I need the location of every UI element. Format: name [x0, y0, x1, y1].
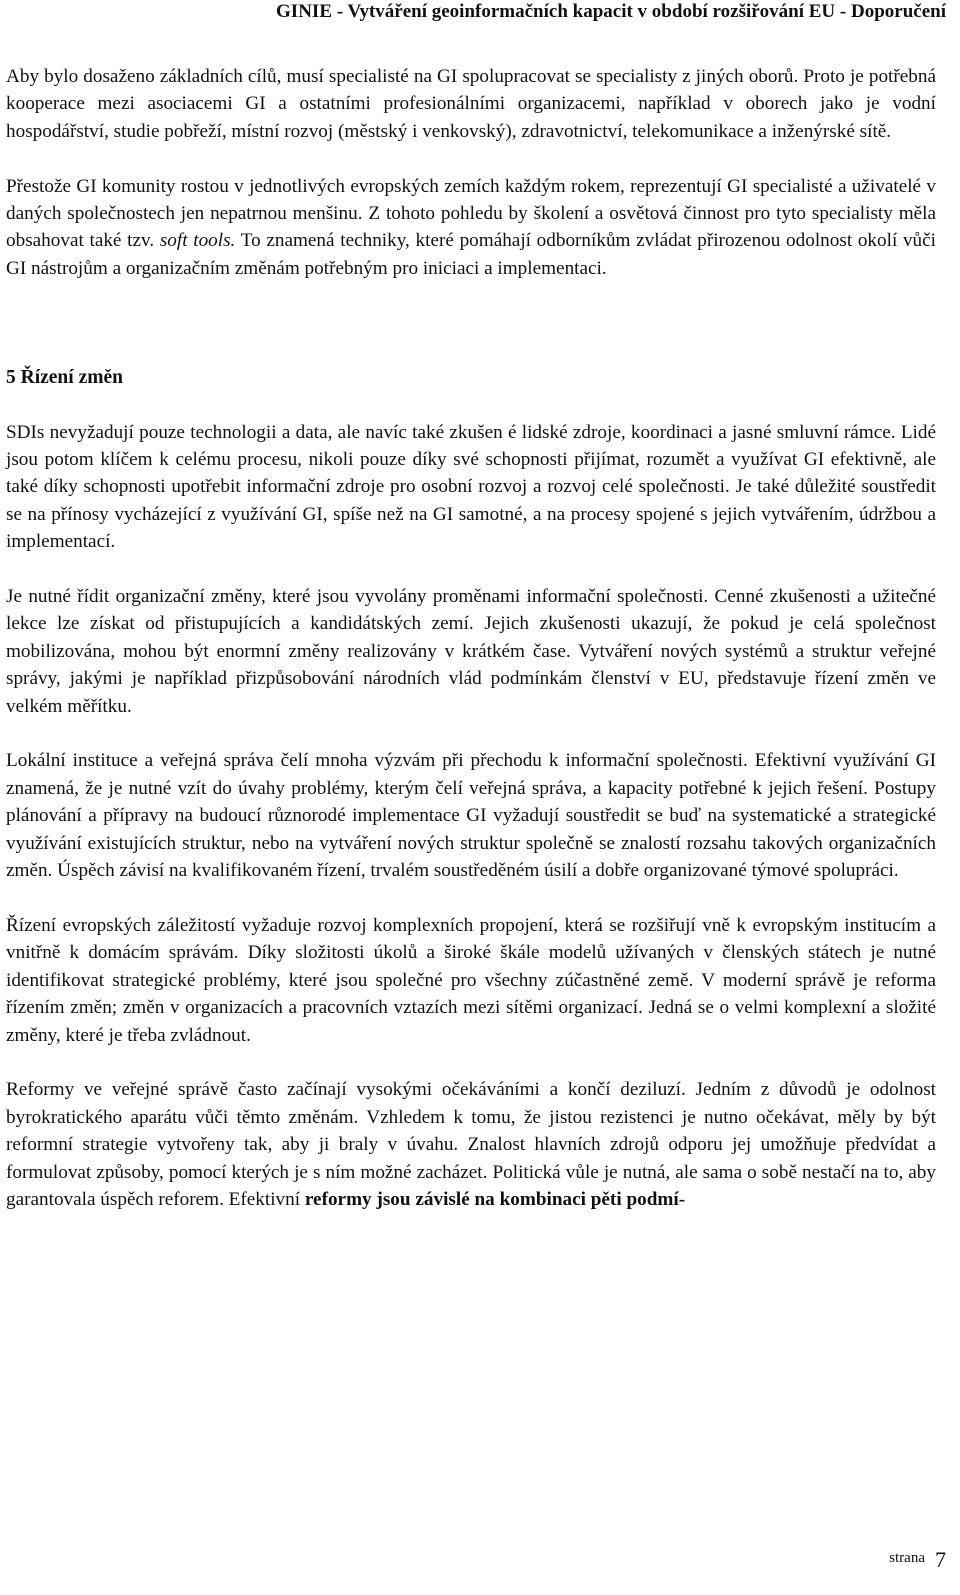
reforms-bold-text: reformy jsou závislé na kombinaci pěti podmí- [304, 1188, 686, 1210]
page-number: 7 [935, 1547, 946, 1572]
paragraph-organizational-change: Je nutné řídit organizační změny, které jsou vyvolány proměnami informační společnosti. Cenné zkušenosti a užitečné lekce lze získat od přistupujících a kandidátských zemí. Jejich zkušenosti ukazují, že pokud je celá společnost mobilizována, mohou být enormní změny realizovány v krátkém čase. Vytváření nových systémů a struktur veřejné správy, jakými je například přizpůsobování národních vlád podmínkám členství v EU, představuje řízení změn ve velkém měřítku. [6, 586, 936, 717]
page-label: strana [889, 1550, 925, 1566]
paragraph-soft-tools-text: Přestože GI komunity rostou v jednotlivých evropských zemích každým rokem, reprezentují GI specialisté a uživatelé v daných společnostech jen nepatrnou menšinu. Z tohoto pohledu by školení a osvětová činnost pro tyto specialisty měla obsahovat také tzv. [6, 175, 936, 252]
paragraph-local-institutions: Lokální instituce a veřejná správa čelí mnoha výzvám při přechodu k informační společnosti. Efektivní využívání GI znamená, že je nutné vzít do úvahy problémy, kterým čelí veřejná správa, a kapacity potřebné k jejich řešení. Postupy plánování a přípravy na budoucí různorodé implementace GI vyžadují soustředit se buď na systematické a strategické využívání existujících struktur, nebo na vytváření nových struktur společně se znalostí rozsahu takových organizačních změn. Úspěch závisí na kvalifikovaném řízení, trvalém soustředěném úsilí a dobře organizované týmové spolupráci. [6, 750, 936, 882]
page-footer [889, 1542, 946, 1572]
paragraph-reforms-text: Reformy ve veřejné správě často začínají vysokými očekáváními a končí deziluzí. Jedním z důvodů je odolnost byrokratického aparátu vůči těmto změnám. Vzhledem k tomu, že jistou rezistenci je nutno očekávat, měly by být reformní strategie vytvořeny tak, aby ji braly v úvahu. Znalost hlavních zdrojů odporu jej umožňuje předvídat a formulovat způsoby, pomocí kterých je s ním možné zacházet. Politická vůle je nutná, ale sama o sobě nestačí na to, aby garantovala úspěch reforem. Efektivní [6, 1079, 936, 1210]
paragraph-cooperation: Aby bylo dosaženo základních cílů, musí specialisté na GI spolupracovat se specialisty z jiných oborů. Proto je potřebná kooperace mezi asociacemi GI a ostatními profesionálními organizacemi, například v oborech jako je vodní hospodářství, studie pobřeží, místní rozvoj (městský i venkovský), zdravotnictví, telekomunikace a inženýrské sítě. [6, 66, 936, 142]
soft-tools-term: soft tools. [159, 230, 236, 252]
document-body [6, 63, 936, 1241]
running-header: GINIE - Vytváření geoinformačních kapacit v období rozšiřování EU - Doporučení [276, 1, 946, 22]
section-heading: 5 Řízení změn [6, 367, 123, 389]
paragraph-reforms [6, 1076, 936, 1213]
paragraph-sdis: SDIs nevyžadují pouze technologii a data, ale navíc také zkušen é lidské zdroje, koordinaci a jasné smluvní rámce. Lidé jsou potom klíčem k celému procesu, nikoli pouze díky své schopnosti přijímat, rozumět a využívat GI efektivně, ale také díky schopnosti upotřebit informační zdroje pro osobní rozvoj a rozvoj celé společnosti. Je také důležité soustředit se na přínosy vycházející z využívání GI, spíše než na GI samotné, a na procesy spojené s jejich vytvářením, údržbou a implementací. [6, 421, 936, 553]
paragraph-european-affairs: Řízení evropských záležitostí vyžaduje rozvoj komplexních propojení, která se rozšiřují vně k evropským institucím a vnitřně k domácím správám. Díky složitosti úkolů a široké škále modelů užívaných v členských státech je nutné identifikovat strategické problémy, které jsou společné pro všechny zúčastněné země. V moderní správě je reforma řízením změn; změn v organizacích a pracovních vztazích mezi sítěmi organizací. Jedná se o velmi komplexní a složité změny, které je třeba zvládnout. [6, 914, 936, 1046]
paragraph-soft-tools-text-cont: To znamená techniky, které pomáhají odborníkům zvládat přirozenou odolnost okolí vůči GI nástrojům a organizačním změnám potřebným pro iniciaci a implementaci. [6, 230, 937, 279]
paragraph-soft-tools [6, 173, 936, 283]
